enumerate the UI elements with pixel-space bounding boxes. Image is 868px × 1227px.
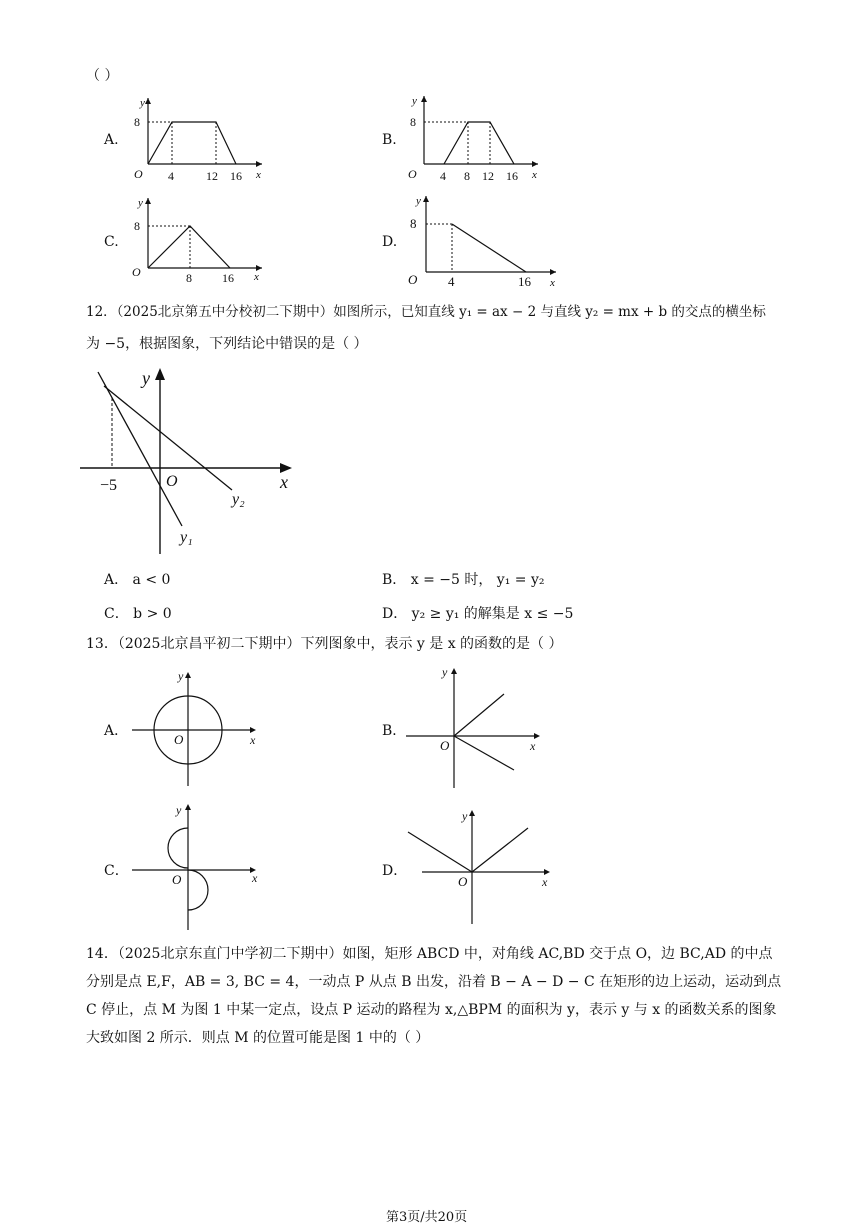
tick-x: 12	[482, 169, 494, 183]
q13-graph-b	[404, 664, 554, 792]
axis-y-label: y	[138, 197, 143, 209]
axis-x-label: x	[252, 871, 258, 885]
q11-graph-a	[130, 92, 270, 184]
q13-option-b-label: B．	[382, 723, 407, 739]
tick-x: 4	[448, 274, 455, 289]
tick-x: 16	[230, 169, 242, 183]
axis-x-label: x	[550, 277, 555, 289]
tick-x: 16	[518, 274, 531, 289]
q11-option-b-label: B.	[382, 132, 397, 148]
q12-option-b: B． x = −5 时， y₁ = y₂	[382, 572, 545, 588]
q11-option-a-label: A.	[104, 132, 119, 148]
origin-label: O	[408, 167, 417, 181]
axis-y-label: y	[178, 669, 184, 683]
q12-stem-line1: 12．（2025北京第五中分校初二下期中）如图所示，已知直线 y₁ = ax − 2 与直线 y₂ = mx + b 的交点的横坐标	[86, 304, 766, 320]
tick-y: 8	[134, 115, 140, 129]
axis-y-label: y	[142, 368, 150, 388]
origin-label: O	[408, 272, 418, 287]
tick-y: 8	[134, 219, 140, 233]
axis-x-label: x	[542, 875, 548, 889]
axis-x-label: x	[256, 169, 261, 181]
q11-graph-b	[406, 92, 546, 184]
line-y2-label: y₂	[232, 491, 245, 508]
q11-option-c-label: C.	[104, 234, 119, 250]
q12-stem-line2: 为 −5，根据图象，下列结论中错误的是（ ）	[86, 336, 368, 352]
tick-x: 8	[464, 169, 470, 183]
tick-y: 8	[410, 216, 417, 231]
origin-label: O	[134, 167, 143, 181]
axis-y-label: y	[416, 195, 421, 207]
axis-y-label: y	[140, 97, 145, 109]
axis-x-label: x	[532, 169, 537, 181]
q12-option-a: A． a < 0	[104, 572, 171, 588]
q11-graph-c	[130, 194, 270, 286]
q13-graph-a	[126, 668, 266, 792]
axis-y-label: y	[442, 665, 448, 679]
axis-x-label: x	[250, 733, 256, 747]
origin-label: O	[132, 265, 141, 279]
q11-option-d-label: D.	[382, 234, 398, 250]
q12-option-d: D． y₂ ≥ y₁ 的解集是 x ≤ −5	[382, 606, 574, 622]
tick-x: 4	[168, 169, 174, 183]
origin-label: O	[172, 872, 182, 887]
tick-x: 16	[222, 271, 234, 285]
q13-graph-c	[126, 798, 266, 932]
q11-graph-d	[406, 192, 566, 290]
axis-x-label: x	[530, 739, 536, 753]
tick-minus-five: −5	[100, 477, 118, 494]
q12-graph	[76, 364, 306, 560]
axis-x-label: x	[254, 271, 259, 283]
origin-label: O	[166, 473, 178, 490]
line-y1-label: y₁	[180, 529, 193, 546]
axis-y-label: y	[176, 803, 182, 817]
q14-stem: 14．（2025北京东直门中学初二下期中）如图，矩形 ABCD 中，对角线 AC,BD 交于点 O，边 BC,AD 的中点分别是点 E,F，AB = 3, BC = 4，一动点 P 从点 B 出发，沿着 B − A − D − C 在矩形的边上运动，运动到点 C 停止，点 M 为图 1 中某一定点，设点 P 运动的路程为 x,△BPM 的面积为 y，表示 y 与 x 的函数关系的图象大致如图 2 所示．则点 M 的位置可能是图 1 中的（ ）	[86, 946, 782, 1046]
tick-x: 8	[186, 271, 192, 285]
q13-stem: 13．（2025北京昌平初二下期中）下列图象中，表示 y 是 x 的函数的是（ ）	[86, 636, 563, 652]
axis-y-label: y	[462, 809, 468, 823]
q13-option-c-label: C．	[104, 863, 129, 879]
q11-answer-blank: （ ）	[86, 68, 119, 84]
origin-label: O	[440, 738, 450, 753]
q12-option-c: C． b > 0	[104, 606, 172, 622]
origin-label: O	[174, 732, 184, 747]
page-number: 第3页/共20页	[386, 1210, 468, 1225]
origin-label: O	[458, 874, 468, 889]
axis-x-label: x	[280, 472, 288, 492]
tick-x: 4	[440, 169, 446, 183]
q13-option-d-label: D．	[382, 863, 408, 879]
tick-x: 16	[506, 169, 518, 183]
q13-graph-d	[404, 806, 558, 928]
axis-y-label: y	[412, 95, 417, 107]
tick-x: 12	[206, 169, 218, 183]
tick-y: 8	[410, 115, 416, 129]
q13-option-a-label: A．	[104, 723, 129, 739]
